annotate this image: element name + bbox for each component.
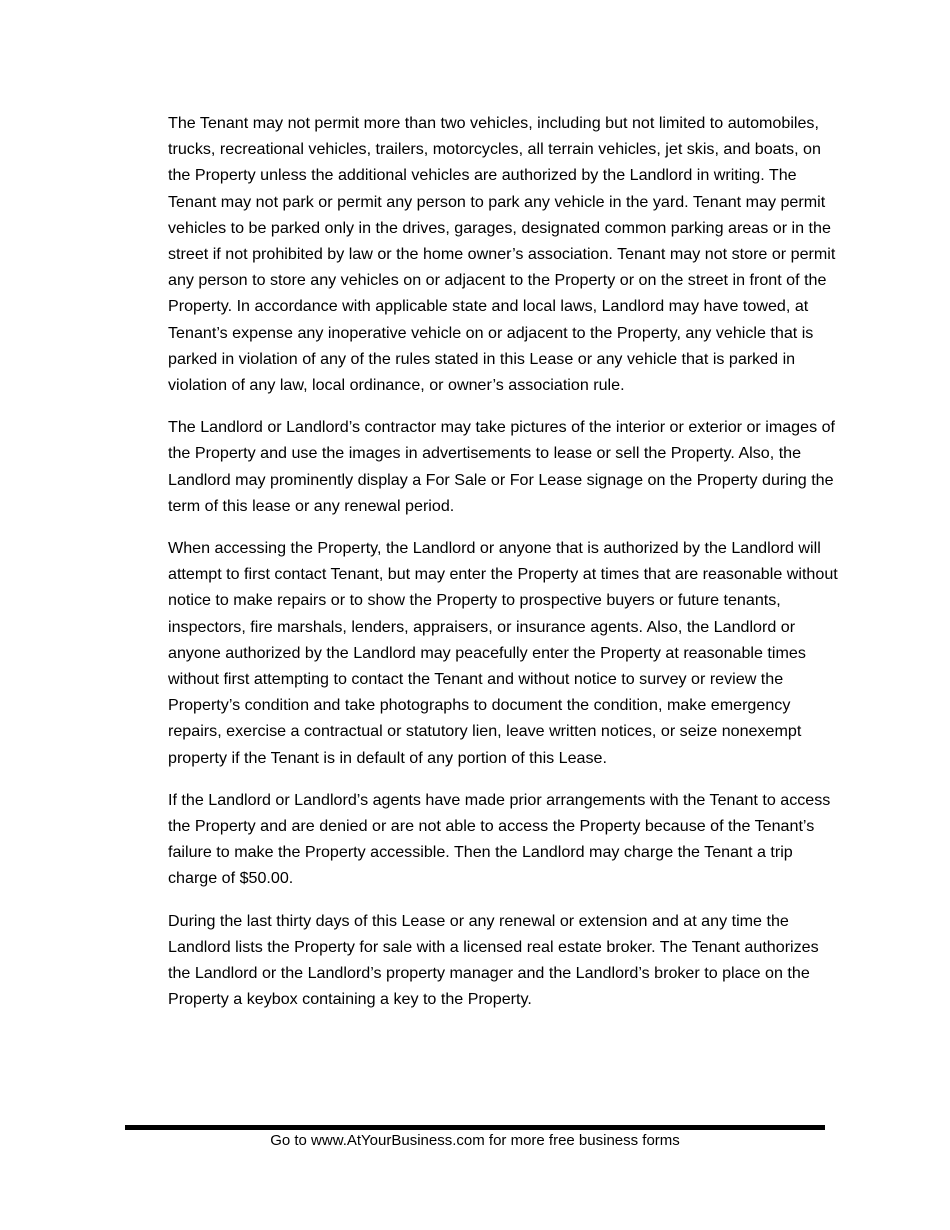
paragraph-pictures-signage: The Landlord or Landlord’s contractor may take pictures of the interior or exterior or images of the Property and use the images in advertisements to lease or sell the Property. Also, the Landlord may prominently display a For Sale or For Lease signage on the Property during the term of this lease or any renewal period. [168,418,836,515]
footer-text: Go to www.AtYourBusiness.com for more free business forms [270,1132,680,1149]
paragraph-vehicles: The Tenant may not permit more than two vehicles, including but not limited to automobiles, trucks, recreational vehicles, trailers, motorcycles, all terrain vehicles, jet skis, and boats, on the Property unless the additional vehicles are authorized by the Landlord in writing. The Tenant may not park or permit any person to park any vehicle in the yard. Tenant may permit vehicles to be parked only in the drives, garages, designated common parking areas or in the street if not prohibited by law or the home owner’s association. Tenant may not store or permit any person to store any vehicles on or adjacent to the Property or on the street in front of the Property. In accordance with applicable state and local laws, Landlord may have towed, at Tenant’s expense any inoperative vehicle on or adjacent to the Property, any vehicle that is parked in violation of any of the rules stated in this Lease or any vehicle that is parked in violation of any law, local ordinance, or owner’s association rule. [168,114,836,395]
document-body [168,110,842,1029]
paragraph-property-access: When accessing the Property, the Landlord or anyone that is authorized by the Landlord will attempt to first contact Tenant, but may enter the Property at times that are reasonable without notice to make repairs or to show the Property to prospective buyers or future tenants, inspectors, fire marshals, lenders, appraisers, or insurance agents. Also, the Landlord or anyone authorized by the Landlord may peacefully enter the Property at reasonable times without first attempting to contact the Tenant and without notice to survey or review the Property’s condition and take photographs to document the condition, make emergency repairs, exercise a contractual or statutory lien, leave written notices, or seize nonexempt property if the Tenant is in default of any portion of this Lease. [168,539,838,767]
paragraph-keybox: During the last thirty days of this Lease or any renewal or extension and at any time the Landlord lists the Property for sale with a licensed real estate broker. The Tenant authorizes the Landlord or the Landlord’s property manager and the Landlord’s broker to place on the Property a keybox containing a key to the Property. [168,911,819,1009]
paragraph-trip-charge: If the Landlord or Landlord’s agents have made prior arrangements with the Tenant to access the Property and are denied or are not able to access the Property because of the Tenant’s failure to make the Property accessible. Then the Landlord may charge the Tenant a trip charge of $50.00. [168,790,831,888]
footer-divider [125,1125,825,1130]
